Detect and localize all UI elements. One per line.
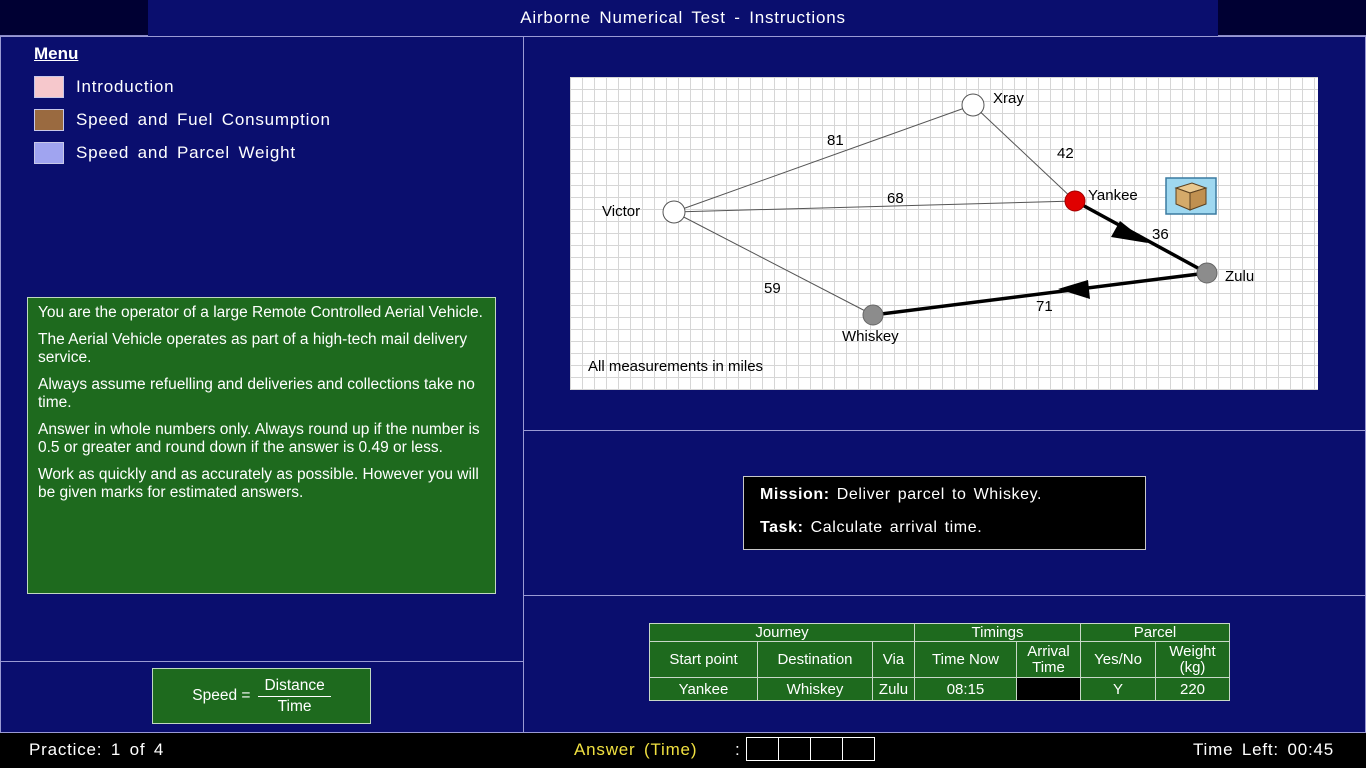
answer-digit-1[interactable] <box>746 737 779 761</box>
header-arrival-time: Arrival Time <box>1017 642 1081 678</box>
node-zulu <box>1197 263 1217 283</box>
answer-digit-4[interactable] <box>842 737 875 761</box>
group-parcel: Parcel <box>1081 624 1230 642</box>
menu-swatch-speed-fuel <box>34 109 64 131</box>
route-map <box>570 77 1318 390</box>
title-bar <box>0 0 1366 36</box>
instruction-paragraph: Answer in whole numbers only. Always round up if the number is 0.5 or greater and round down if the answer is 0.49 or less. <box>38 421 480 456</box>
answer-colon: : <box>735 740 741 759</box>
answer-input-group <box>746 737 874 761</box>
formula-lhs: Speed = <box>192 687 251 704</box>
header-start-point: Start point <box>650 642 758 678</box>
instruction-paragraph: Work as quickly and as accurately as possible. However you will be given marks for estimated answers. <box>38 466 479 501</box>
edge-victor-xray <box>674 105 973 212</box>
node-whiskey <box>863 305 883 325</box>
speed-formula <box>152 668 371 724</box>
task-row <box>760 519 1129 552</box>
title-bar-center <box>148 0 1218 36</box>
answer-label: Answer (Time) <box>574 740 698 759</box>
formula-fraction <box>258 677 330 716</box>
menu-swatch-introduction <box>34 76 64 98</box>
distance-zulu-whiskey: 71 <box>1036 298 1053 315</box>
label-victor: Victor <box>602 203 641 220</box>
practice-counter: Practice: 1 of 4 <box>29 740 165 759</box>
distance-victor-yankee: 68 <box>887 190 904 207</box>
journey-table <box>649 623 1230 701</box>
cell-weight: 220 <box>1156 678 1230 701</box>
menu-item-label: Speed and Parcel Weight <box>76 143 296 162</box>
cell-yes-no: Y <box>1081 678 1156 701</box>
cell-arrival-time <box>1017 678 1081 701</box>
instruction-paragraph: Always assume refuelling and deliveries and collections take no time. <box>38 376 475 411</box>
mission-label: Mission: <box>760 486 830 503</box>
edge-victor-whiskey <box>674 212 873 315</box>
formula-denominator: Time <box>277 697 312 715</box>
table-group-row <box>650 624 1230 642</box>
instruction-paragraph: You are the operator of a large Remote Controlled Aerial Vehicle. <box>38 304 483 321</box>
formula-numerator: Distance <box>258 677 330 697</box>
task-text: Calculate arrival time. <box>810 519 983 536</box>
time-left: Time Left: 00:45 <box>1192 740 1334 759</box>
cell-via: Zulu <box>873 678 915 701</box>
edge-victor-yankee <box>674 201 1075 212</box>
header-via: Via <box>873 642 915 678</box>
route-arrow-2 <box>1058 280 1090 299</box>
menu-swatch-speed-weight <box>34 142 64 164</box>
menu-item-speed-fuel[interactable] <box>34 109 331 131</box>
distance-victor-xray: 81 <box>827 132 844 149</box>
table-header-row <box>650 642 1230 678</box>
label-zulu: Zulu <box>1225 268 1255 285</box>
mission-row <box>760 486 1129 519</box>
mission-text: Deliver parcel to Whiskey. <box>836 486 1043 503</box>
parcel-icon <box>1166 178 1216 214</box>
distance-xray-yankee: 42 <box>1057 145 1074 162</box>
group-journey: Journey <box>650 624 915 642</box>
header-yes-no: Yes/No <box>1081 642 1156 678</box>
route-map-svg <box>570 77 1318 390</box>
task-label: Task: <box>760 519 804 536</box>
menu-heading: Menu <box>34 44 79 63</box>
header-weight: Weight (kg) <box>1156 642 1230 678</box>
mission-box <box>743 476 1146 550</box>
answer-digit-3[interactable] <box>810 737 843 761</box>
map-note: All measurements in miles <box>588 358 764 375</box>
header-destination: Destination <box>758 642 873 678</box>
menu-item-introduction[interactable] <box>34 76 174 98</box>
cell-start-point: Yankee <box>650 678 758 701</box>
instruction-paragraph: The Aerial Vehicle operates as part of a high-tech mail delivery service. <box>38 331 468 366</box>
node-victor <box>663 201 685 223</box>
instructions-box <box>27 297 496 594</box>
distance-yankee-zulu: 36 <box>1152 226 1169 243</box>
node-yankee <box>1065 191 1085 211</box>
label-whiskey: Whiskey <box>842 328 899 345</box>
cell-destination: Whiskey <box>758 678 873 701</box>
table-row <box>650 678 1230 701</box>
distance-victor-whiskey: 59 <box>764 280 781 297</box>
label-xray: Xray <box>993 90 1024 107</box>
menu-item-label: Speed and Fuel Consumption <box>76 110 331 129</box>
node-xray <box>962 94 984 116</box>
menu-item-label: Introduction <box>76 77 175 96</box>
status-bar <box>0 733 1366 768</box>
answer-digit-2[interactable] <box>778 737 811 761</box>
group-timings: Timings <box>915 624 1081 642</box>
menu-item-speed-weight[interactable] <box>34 142 296 164</box>
window-title: Airborne Numerical Test - Instructions <box>520 8 846 27</box>
cell-time-now: 08:15 <box>915 678 1017 701</box>
header-time-now: Time Now <box>915 642 1017 678</box>
label-yankee: Yankee <box>1088 187 1138 204</box>
